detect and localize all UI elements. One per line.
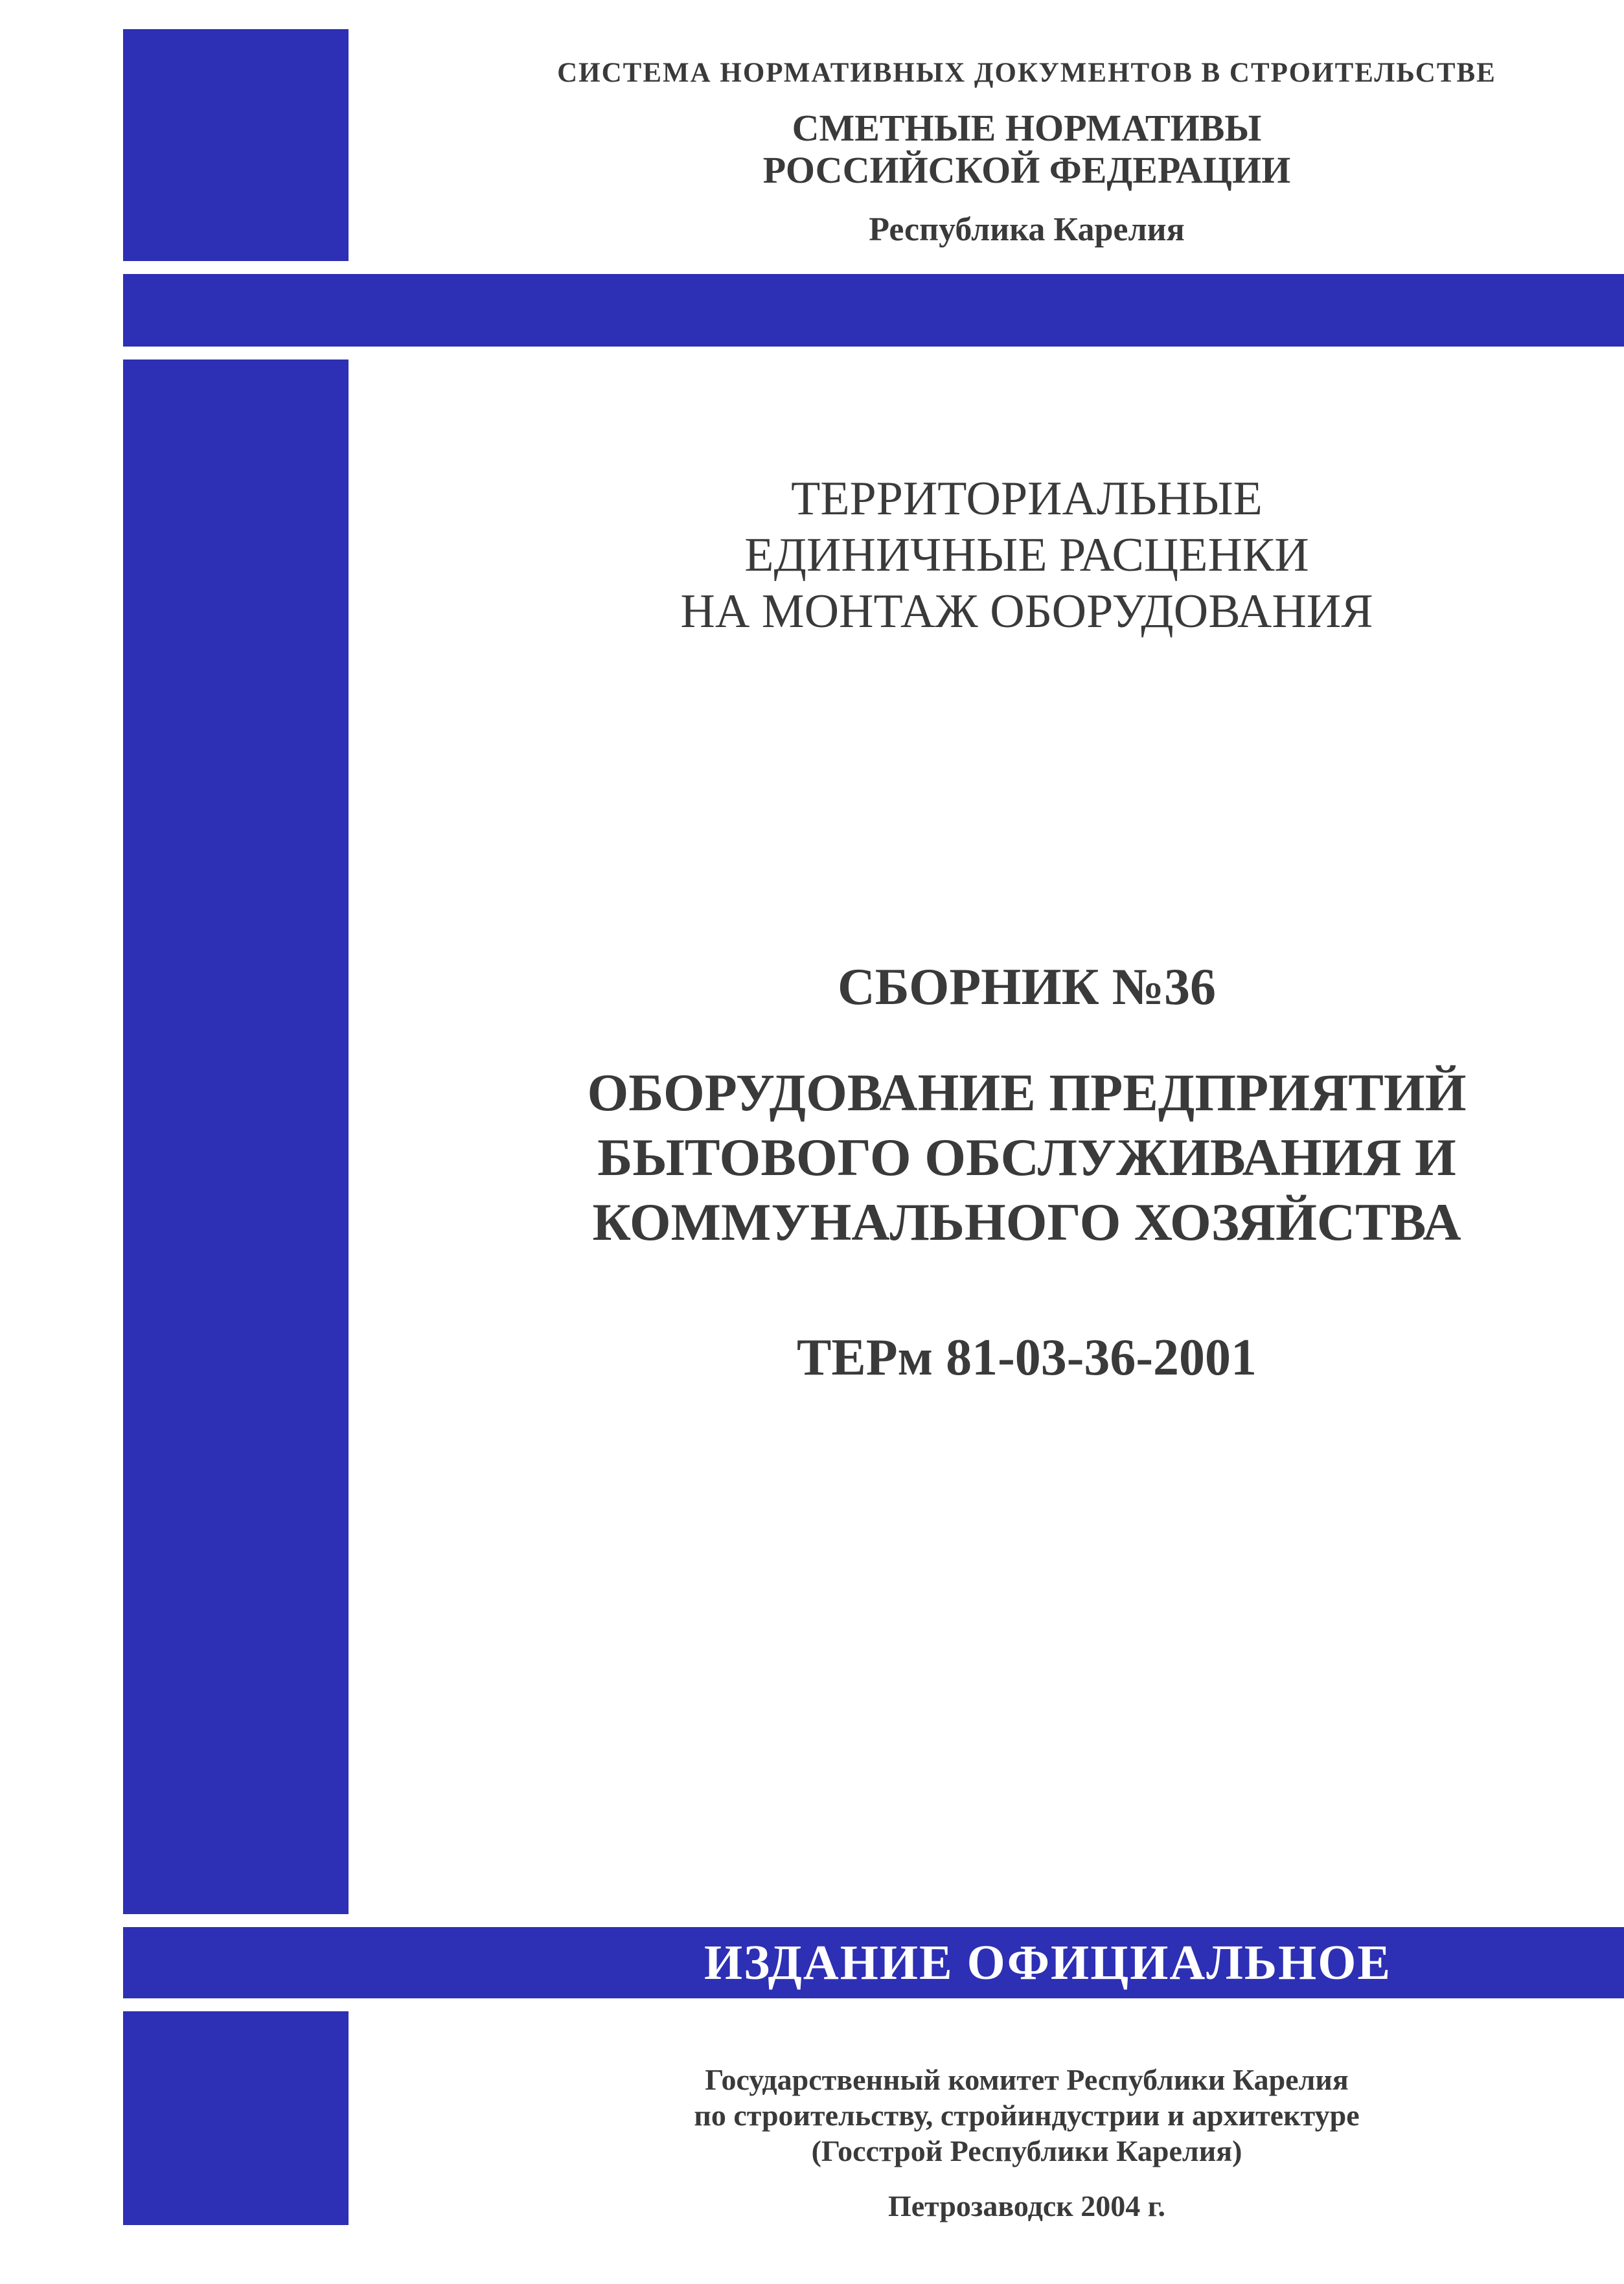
vertical-band-top bbox=[123, 29, 349, 261]
city-year: Петрозаводск 2004 г. bbox=[887, 2189, 1165, 2222]
norms-title-line1: СМЕТНЫЕ НОРМАТИВЫ bbox=[792, 107, 1262, 149]
region-name: Республика Карелия bbox=[869, 211, 1185, 248]
document-code: ТЕРм 81-03-36-2001 bbox=[797, 1329, 1257, 1386]
vertical-band-middle bbox=[123, 360, 349, 1914]
main-title-line3: НА МОНТАЖ ОБОРУДОВАНИЯ bbox=[680, 585, 1373, 638]
main-title-line1: ТЕРРИТОРИАЛЬНЫЕ bbox=[791, 472, 1263, 525]
horizontal-band-top bbox=[123, 274, 1624, 347]
vertical-band-bottom bbox=[123, 2011, 349, 2225]
publisher-line3: (Госстрой Республики Карелия) bbox=[811, 2134, 1242, 2167]
edition-band bbox=[123, 1927, 1624, 1998]
system-title: СИСТЕМА НОРМАТИВНЫХ ДОКУМЕНТОВ В СТРОИТЕЛЬСТВЕ bbox=[557, 58, 1496, 88]
edition-label: ИЗДАНИЕ ОФИЦИАЛЬНОЕ bbox=[703, 1935, 1392, 1990]
collection-subject-line1: ОБОРУДОВАНИЕ ПРЕДПРИЯТИЙ bbox=[587, 1063, 1467, 1122]
publisher-line1: Государственный комитет Республики Карелия bbox=[705, 2063, 1349, 2096]
publisher-line2: по строительству, стройиндустрии и архитектуре bbox=[694, 2099, 1360, 2132]
collection-number: СБОРНИК №36 bbox=[837, 959, 1217, 1016]
collection-subject-line2: БЫТОВОГО ОБСЛУЖИВАНИЯ И bbox=[597, 1128, 1456, 1187]
main-title-line2: ЕДИНИЧНЫЕ РАСЦЕНКИ bbox=[744, 529, 1309, 582]
collection-subject-line3: КОММУНАЛЬНОГО ХОЗЯЙСТВА bbox=[592, 1193, 1461, 1251]
norms-title-line2: РОССИЙСКОЙ ФЕДЕРАЦИИ bbox=[762, 149, 1291, 191]
